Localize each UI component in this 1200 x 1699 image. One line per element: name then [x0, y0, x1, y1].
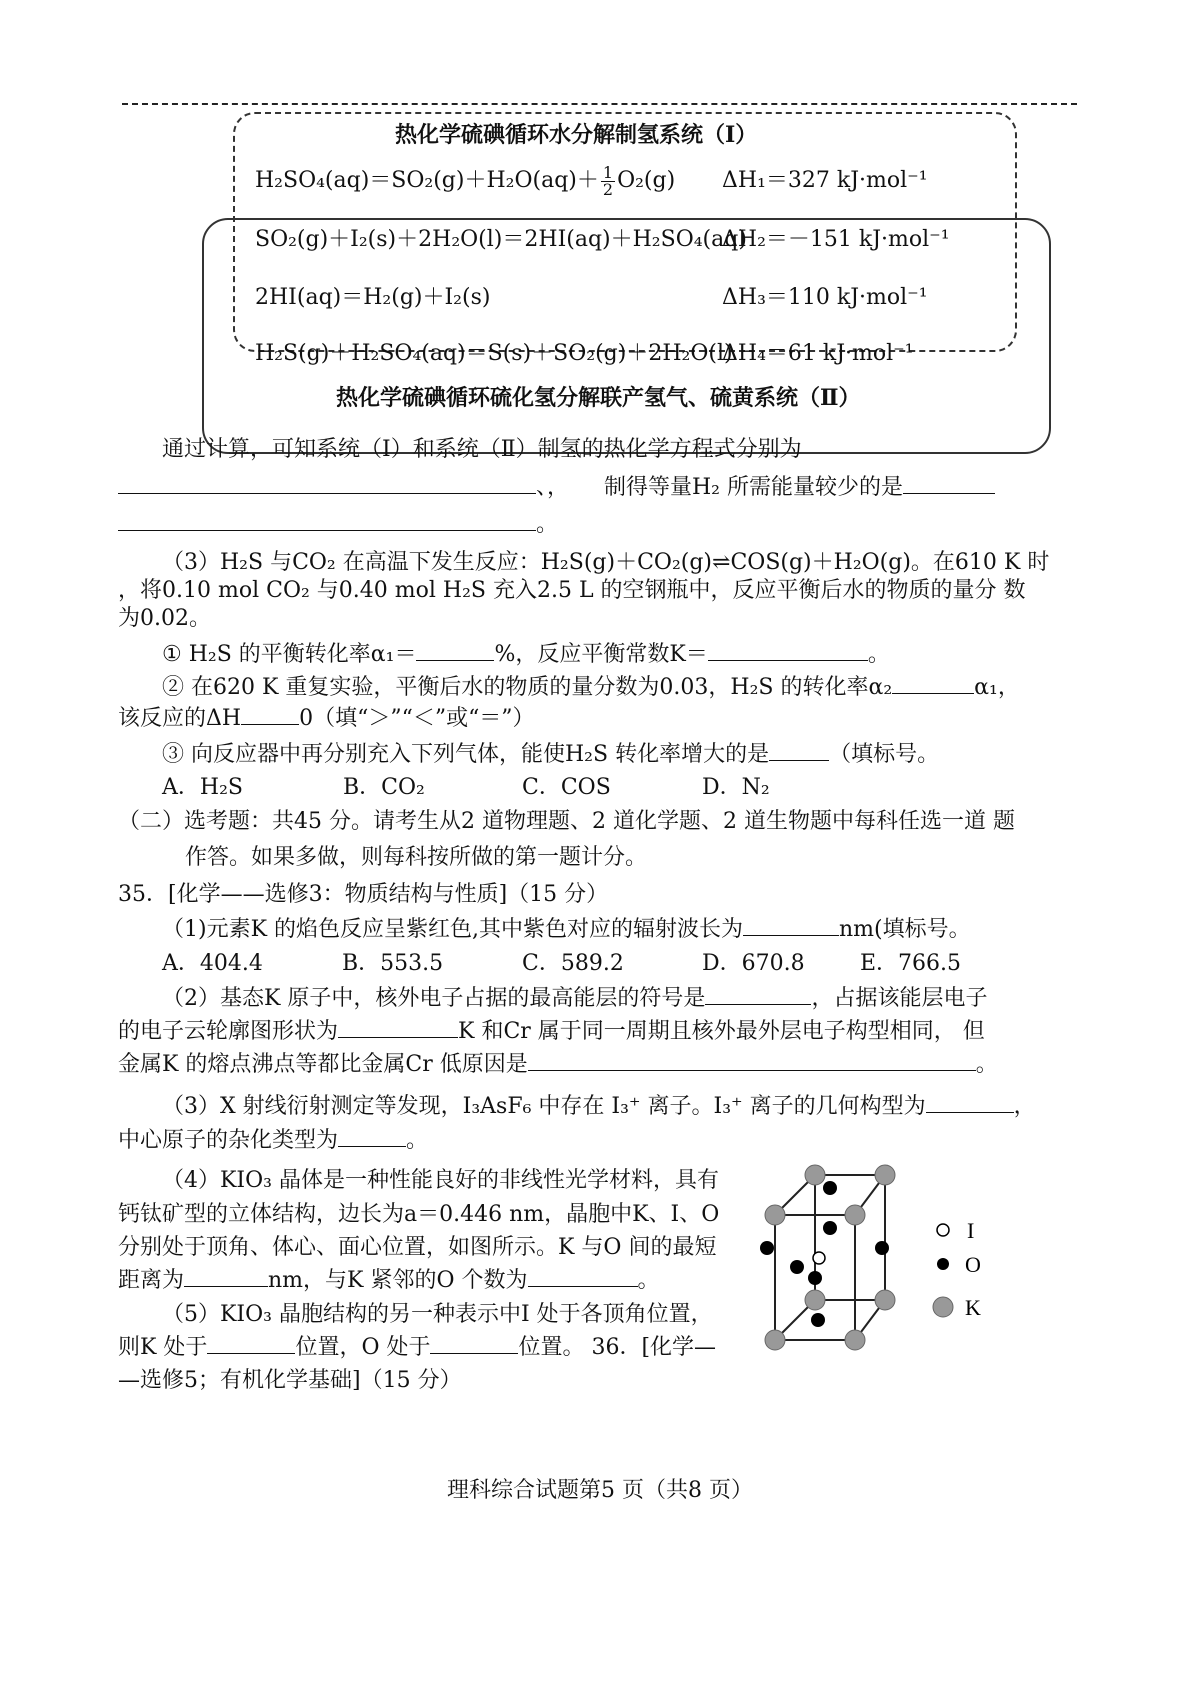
q35-part-4-line-3: 分别处于顶角、体心、面心位置，如图所示。K 与O 间的最短 — [118, 1235, 717, 1260]
legend-o-label: O — [965, 1252, 981, 1277]
separator: 、， — [536, 475, 570, 500]
question-text: ① H₂S 的平衡转化率α₁＝ — [162, 642, 417, 667]
q3-line-1: （3）H₂S 与CO₂ 在高温下发生反应：H₂S(g)＋CO₂(g)⇌COS(g)＋H₂O(g)。在610 K 时 — [162, 550, 1050, 575]
answer-blank[interactable] — [207, 1331, 295, 1354]
question-text: 的电子云轮廓图形状为 — [118, 1019, 339, 1044]
answer-blank[interactable] — [708, 638, 868, 661]
question-text: nm，与K 紧邻的O 个数为 — [268, 1268, 528, 1293]
k-atom — [875, 1290, 895, 1310]
k-atom — [765, 1330, 785, 1350]
legend-k-marker — [933, 1297, 953, 1317]
option-a[interactable]: A．H₂S — [162, 775, 243, 800]
answer-blank[interactable] — [743, 913, 839, 936]
q35-part-5-line-1: （5）KIO₃ 晶胞结构的另一种表示中I 处于各顶角位置， — [162, 1302, 713, 1327]
k-atom — [805, 1290, 825, 1310]
option-404[interactable]: A．404.4 — [162, 951, 263, 976]
question-text: ， — [1013, 1094, 1036, 1119]
k-atom — [875, 1165, 895, 1185]
page-footer: 理科综合试题第5 页（共8 页） — [447, 1478, 753, 1503]
question-text: （3）X 射线衍射测定等发现，I₃AsF₆ 中存在 I₃⁺ 离子。I₃⁺ 离子的几何构型为 — [162, 1094, 926, 1119]
answer-blank[interactable] — [184, 1264, 268, 1287]
q3-part-2b — [118, 701, 535, 732]
answer-blank[interactable] — [118, 471, 536, 494]
question-text: ③ 向反应器中再分别充入下列气体，能使H₂S 转化率增大的是 — [162, 742, 770, 767]
question-text: 距离为 — [118, 1268, 185, 1293]
equation-1 — [255, 163, 675, 198]
question-text: 位置。 36．[化学— — [518, 1335, 717, 1360]
option-d[interactable]: D．N₂ — [702, 775, 770, 800]
legend-i-marker — [937, 1224, 949, 1236]
equation-2: SO₂(g)＋I₂(s)＋2H₂O(l)＝2HI(aq)＋H₂SO₄(aq) — [255, 227, 747, 252]
o-atom — [808, 1271, 822, 1285]
q35-part-4-line-1: （4）KIO₃ 晶体是一种性能良好的非线性光学材料，具有 — [162, 1168, 719, 1193]
equation-1-right: O₂(g) — [617, 168, 676, 193]
option-766[interactable]: E．766.5 — [860, 951, 962, 976]
equation-3: 2HI(aq)＝H₂(g)＋I₂(s) — [255, 285, 491, 310]
frac-num: 1 — [602, 162, 614, 182]
answer-blank[interactable] — [769, 738, 829, 761]
question-text: nm(填标号。 — [839, 917, 971, 942]
question-text: （2）基态K 原子中，核外电子占据的最高能层的符号是 — [162, 986, 706, 1011]
k-atom — [845, 1330, 865, 1350]
section-2-line-2: 作答。如果多做，则每科按所做的第一题计分。 — [185, 845, 648, 870]
q35-part-2b — [118, 1014, 985, 1045]
period: 。 — [867, 642, 890, 667]
cell-edges — [775, 1175, 885, 1340]
question-text: K 和Cr 属于同一周期且核外最外层电子构型相同， 但 — [458, 1019, 985, 1044]
o-atom — [790, 1260, 804, 1274]
option-553[interactable]: B．553.5 — [342, 951, 444, 976]
answer-blank[interactable] — [528, 1264, 638, 1287]
answer-blank[interactable] — [338, 1015, 458, 1038]
q3-line-2: ，将0.10 mol CO₂ 与0.40 mol H₂S 充入2.5 L 的空钢瓶中，反应平衡后水的物质的量分 数 — [118, 578, 1026, 603]
option-c[interactable]: C．COS — [522, 775, 611, 800]
q3-part-1 — [162, 637, 890, 668]
para-2-tail — [604, 470, 995, 501]
system-2-title: 热化学硫碘循环硫化氢分解联产氢气、硫黄系统（Ⅱ） — [336, 385, 861, 411]
option-589[interactable]: C．589.2 — [522, 951, 624, 976]
o-atom — [811, 1313, 825, 1327]
k-atom — [765, 1205, 785, 1225]
answer-blank[interactable] — [903, 471, 995, 494]
question-35-heading: 35．[化学——选修3：物质结构与性质]（15 分） — [118, 882, 609, 907]
o-atom — [760, 1241, 774, 1255]
question-text: α₁， — [974, 675, 1020, 700]
q35-part-2 — [162, 981, 987, 1012]
period: 。 — [406, 1128, 429, 1153]
answer-blank[interactable] — [118, 508, 536, 531]
answer-blank[interactable] — [528, 1048, 976, 1071]
q35-part-4-line-4 — [118, 1263, 660, 1294]
o-atom — [875, 1241, 889, 1255]
question-text: （填标号。 — [829, 742, 940, 767]
question-text: ② 在620 K 重复实验，平衡后水的物质的量分数为0.03，H₂S 的转化率α₂ — [162, 675, 893, 700]
answer-blank[interactable] — [430, 1331, 518, 1354]
question-text: 该反应的ΔH — [118, 706, 242, 731]
answer-blank[interactable] — [705, 982, 811, 1005]
answer-blank[interactable] — [338, 1124, 406, 1147]
i-atom — [813, 1252, 825, 1264]
question-text: ，占据该能层电子 — [811, 986, 988, 1011]
period: 。 — [536, 512, 559, 537]
para-2 — [118, 470, 569, 501]
question-text: 0（填“＞”“＜”或“＝”） — [299, 706, 535, 731]
question-text: 制得等量H₂ 所需能量较少的是 — [604, 475, 903, 500]
q3-part-3 — [162, 737, 939, 768]
q35-part-3b — [118, 1123, 428, 1154]
q35-part-1 — [162, 912, 971, 943]
para-1: 通过计算，可知系统（Ⅰ）和系统（Ⅱ）制氢的热化学方程式分别为 — [162, 437, 802, 462]
k-atom — [805, 1165, 825, 1185]
legend-i-label: I — [967, 1218, 975, 1243]
perovskite-unit-cell-diagram — [730, 1150, 1050, 1355]
q35-part-5-line-2 — [118, 1330, 716, 1361]
delta-h1: ΔH₁＝327 kJ·mol⁻¹ — [722, 168, 928, 193]
question-text: 则K 处于 — [118, 1335, 208, 1360]
legend-k-label: K — [965, 1295, 981, 1320]
option-670[interactable]: D．670.8 — [702, 951, 805, 976]
o-atom — [823, 1221, 837, 1235]
q3-line-3: 为0.02。 — [118, 606, 211, 631]
system-1-title: 热化学硫碘循环水分解制氢系统（Ⅰ） — [395, 122, 758, 148]
question-text: %，反应平衡常数K＝ — [494, 642, 708, 667]
answer-blank[interactable] — [416, 638, 494, 661]
k-atom — [845, 1205, 865, 1225]
answer-blank[interactable] — [892, 671, 974, 694]
frac-den: 2 — [602, 179, 614, 199]
option-b[interactable]: B．CO₂ — [343, 775, 425, 800]
question-text: 金属K 的熔点沸点等都比金属Cr 低原因是 — [118, 1052, 528, 1077]
q35-part-4-line-2: 钙钛矿型的立体结构，边长为a＝0.446 nm，晶胞中K、I、O — [118, 1202, 720, 1227]
answer-blank[interactable] — [926, 1090, 1014, 1113]
q3-part-2 — [162, 670, 1020, 701]
equation-4: H₂S(g)＋H₂SO₄(aq)＝S(s)＋SO₂(g)＋2H₂O(l) — [255, 341, 733, 366]
cut-line — [122, 103, 1077, 105]
equation-1-left: H₂SO₄(aq)＝SO₂(g)＋H₂O(aq)＋ — [255, 168, 599, 193]
o-atom — [823, 1181, 837, 1195]
period: 。 — [637, 1268, 660, 1293]
legend-o-marker — [937, 1258, 949, 1270]
period: 。 — [975, 1052, 998, 1077]
fraction-half — [601, 162, 615, 199]
question-text: 中心原子的杂化类型为 — [118, 1128, 339, 1153]
q35-part-5-line-3: —选修5；有机化学基础]（15 分） — [118, 1368, 462, 1393]
q35-part-3 — [162, 1089, 1036, 1120]
question-text: （1)元素K 的焰色反应呈紫红色,其中紫色对应的辐射波长为 — [162, 917, 744, 942]
question-text: 位置，O 处于 — [295, 1335, 431, 1360]
answer-blank[interactable] — [241, 702, 299, 725]
o-atoms — [760, 1181, 889, 1327]
para-3 — [118, 507, 558, 538]
delta-h3: ΔH₃＝110 kJ·mol⁻¹ — [722, 285, 928, 310]
q35-part-2c — [118, 1047, 998, 1078]
section-2-line-1: （二）选考题：共45 分。请考生从2 道物理题、2 道化学题、2 道生物题中每科任选一道 题 — [118, 809, 1015, 834]
delta-h2: ΔH₂＝－151 kJ·mol⁻¹ — [722, 227, 950, 252]
delta-h4: ΔH₄＝61 kJ·mol⁻¹ — [722, 341, 914, 366]
